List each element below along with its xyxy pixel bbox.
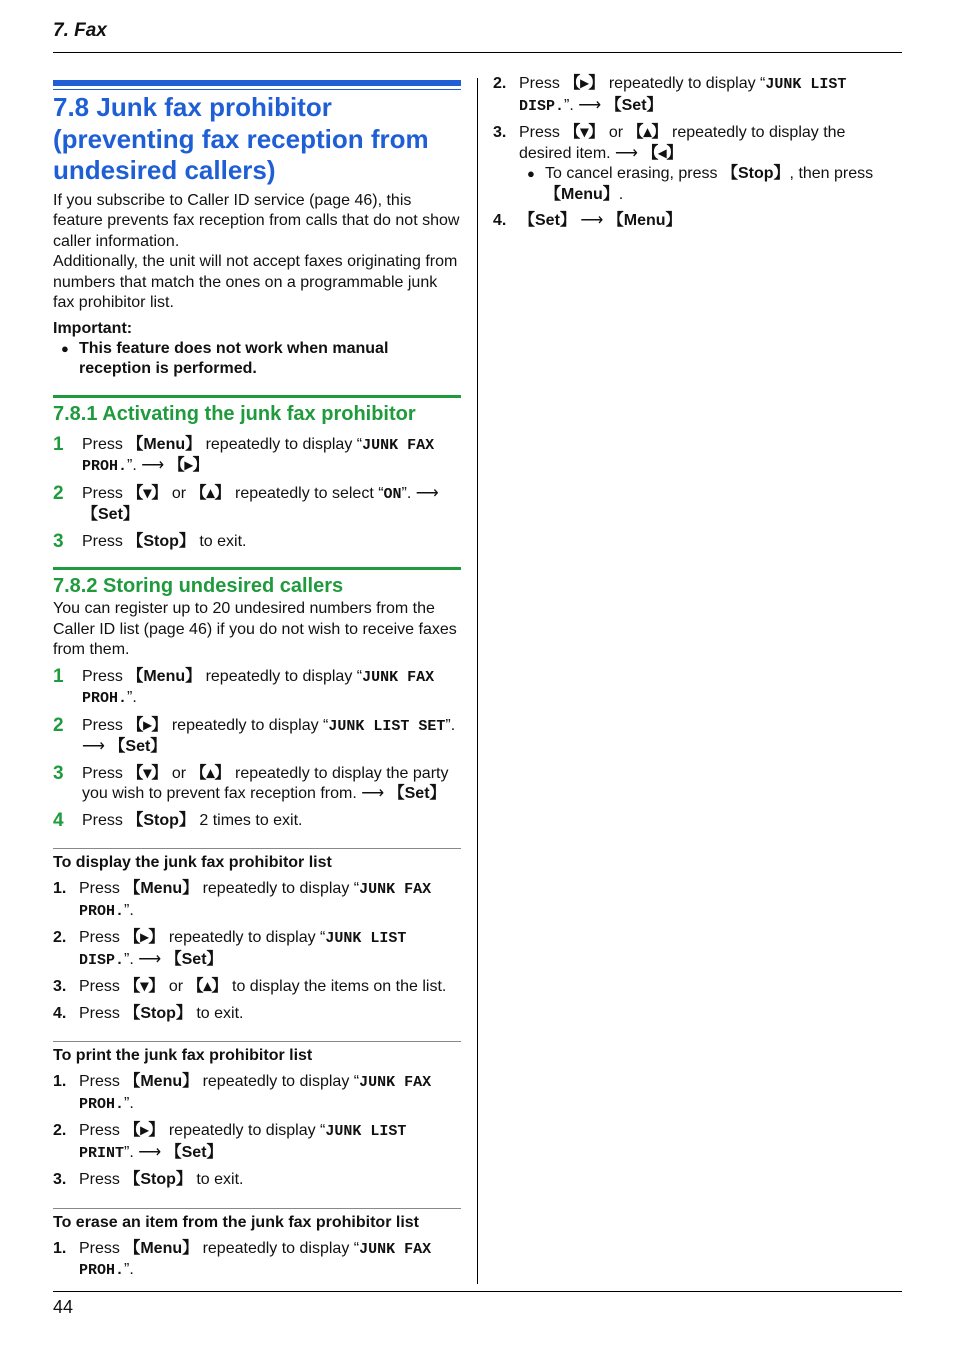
step: 3 Press 【▾】 or 【▴】 repeatedly to display the party you wish to prevent fax reception from. ⟶ 【Set】 bbox=[53, 762, 449, 802]
step: 2 Press 【▸】 repeatedly to display “JUNK LIST SET”. ⟶ 【Set】 bbox=[53, 714, 456, 755]
important-bullet: ● This feature does not work when manual reception is performed. bbox=[53, 339, 461, 380]
chapter-header: 7. Fax bbox=[53, 20, 107, 41]
title-bar bbox=[53, 80, 461, 86]
step: 3 Press 【Stop】 to exit. bbox=[53, 530, 247, 552]
bullet-icon: ● bbox=[527, 166, 535, 181]
step: 2. Press 【▸】 repeatedly to display “JUNK LIST DISP.”. ⟶ 【Set】 bbox=[493, 75, 847, 115]
step: 3. Press 【Stop】 to exit. bbox=[53, 1171, 244, 1188]
footer-rule bbox=[53, 1291, 902, 1292]
step: 2 Press 【▾】 or 【▴】 repeatedly to select “ON”. ⟶ 【Set】 bbox=[53, 482, 439, 523]
display-list-heading: To display the junk fax prohibitor list bbox=[53, 848, 461, 873]
intro-paragraph-1: If you subscribe to Caller ID service (page 46), this feature prevents fax reception from calls that do not show caller information. bbox=[53, 191, 460, 250]
column-divider bbox=[477, 78, 478, 1284]
step: 2. Press 【▸】 repeatedly to display “JUNK LIST DISP.”. ⟶ 【Set】 bbox=[53, 929, 407, 969]
title-rule bbox=[53, 89, 461, 90]
header-rule bbox=[53, 52, 902, 53]
step: 1. Press 【Menu】 repeatedly to display “JUNK FAX PROH.”. bbox=[53, 1073, 432, 1113]
print-list-heading: To print the junk fax prohibitor list bbox=[53, 1041, 461, 1066]
step: 4. Press 【Stop】 to exit. bbox=[53, 1004, 244, 1022]
left-column bbox=[53, 80, 461, 1282]
step: 1. Press 【Menu】 repeatedly to display “JUNK FAX PROH.”. bbox=[53, 880, 432, 920]
step: 4. 【Set】 ⟶ 【Menu】 bbox=[493, 212, 682, 229]
storing-intro: You can register up to 20 undesired numbers from the Caller ID list (page 46) if you do not wish to receive faxes from them. bbox=[53, 600, 457, 658]
step: 1 Press 【Menu】 repeatedly to display “JUNK FAX PROH.”. ⟶ 【▸】 bbox=[53, 433, 435, 475]
bullet-icon: ● bbox=[61, 340, 69, 356]
erase-list-heading: To erase an item from the junk fax prohibitor list bbox=[53, 1208, 461, 1233]
subsection-title-activating: 7.8.1 Activating the junk fax prohibitor bbox=[53, 395, 461, 427]
step: 3. Press 【▾】 or 【▴】 to display the items on the list. bbox=[53, 978, 447, 995]
page-number: 44 bbox=[53, 1297, 74, 1317]
cancel-note: ● To cancel erasing, press 【Stop】, then press 【Menu】. bbox=[519, 164, 893, 205]
right-column bbox=[493, 74, 893, 232]
intro-paragraph-2: Additionally, the unit will not accept faxes originating from numbers that match the ones on a programmable junk fax prohibitor list. bbox=[53, 253, 458, 311]
step: 3. Press 【▾】 or 【▴】 repeatedly to display the desired item. ⟶ 【◂】 ● To cancel erasing, press 【Stop】, then press 【Menu】. bbox=[493, 123, 893, 205]
important-label: Important: bbox=[53, 319, 133, 337]
step: 4 Press 【Stop】 2 times to exit. bbox=[53, 809, 303, 831]
step: 1. Press 【Menu】 repeatedly to display “JUNK FAX PROH.”. bbox=[53, 1239, 432, 1279]
subsection-title-storing: 7.8.2 Storing undesired callers bbox=[53, 567, 461, 599]
step: 2. Press 【▸】 repeatedly to display “JUNK LIST PRINT”. ⟶ 【Set】 bbox=[53, 1122, 407, 1162]
step: 1 Press 【Menu】 repeatedly to display “JUNK FAX PROH.”. bbox=[53, 665, 435, 707]
section-title: 7.8 Junk fax prohibitor (preventing fax reception from undesired callers) bbox=[53, 92, 429, 185]
